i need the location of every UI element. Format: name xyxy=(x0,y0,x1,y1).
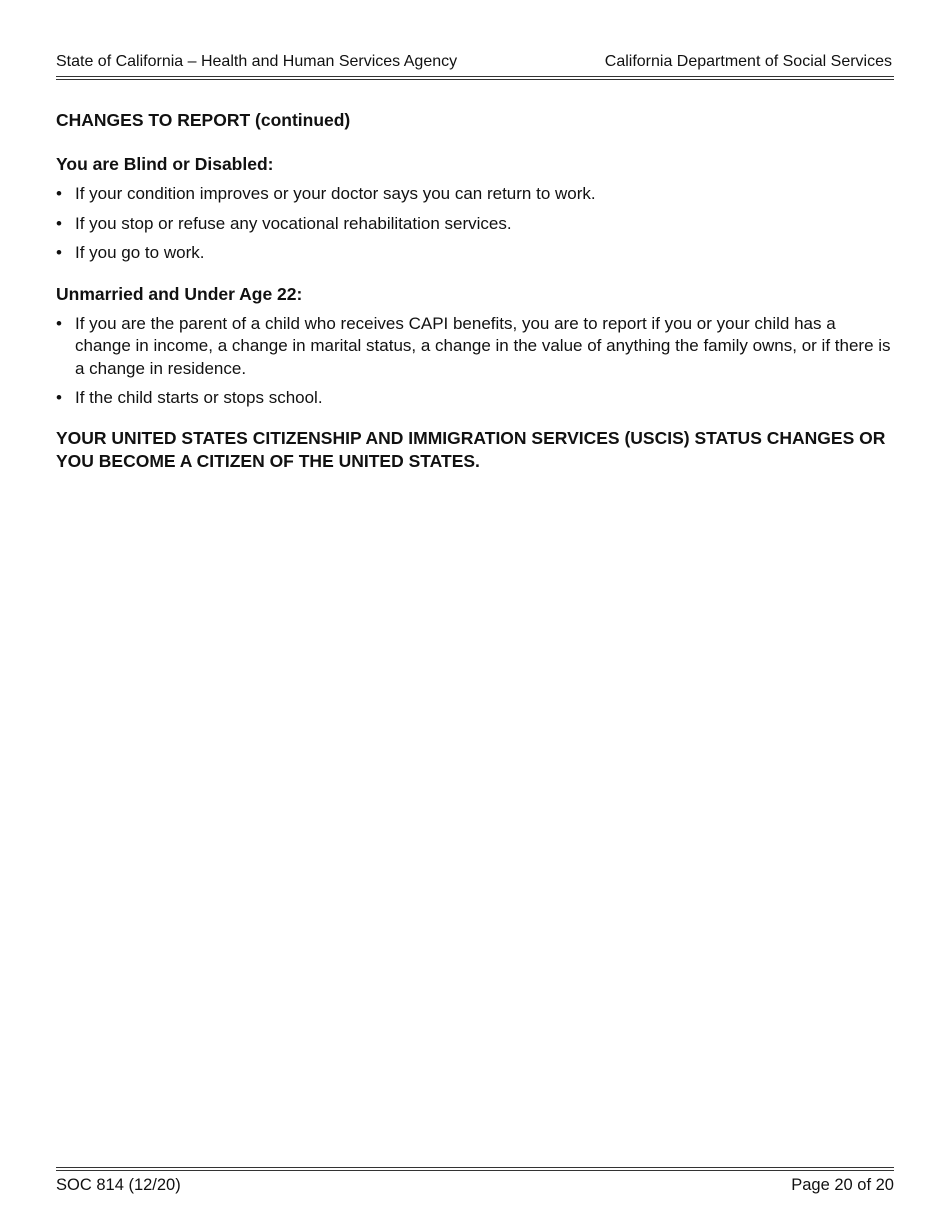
list-item xyxy=(56,213,894,236)
list-item-text: If you go to work. xyxy=(75,243,205,262)
bullet-icon: • xyxy=(56,213,62,233)
unmarried-heading: Unmarried and Under Age 22: xyxy=(56,283,303,304)
bullet-icon: • xyxy=(56,243,62,262)
page-footer xyxy=(56,1173,894,1197)
uscis-status-notice: YOUR UNITED STATES CITIZENSHIP AND IMMIGRATION SERVICES (USCIS) STATUS CHANGES OR YOU BECOME A CITIZEN OF THE UNITED STATES. xyxy=(56,427,886,471)
list-item xyxy=(56,183,894,206)
form-id: SOC 814 (12/20) xyxy=(56,1176,181,1194)
list-item-text: If the child starts or stops school. xyxy=(75,388,323,407)
list-item-text: If you are the parent of a child who receives CAPI benefits, you are to report if you or your child has a change in income, a change in marital status, a change in the value of anything the family owns, or if there is a change in residence. xyxy=(75,313,891,378)
page-content xyxy=(56,108,894,490)
footer-divider xyxy=(56,1167,894,1171)
list-item-text: If you stop or refuse any vocational rehabilitation services. xyxy=(75,213,512,233)
header-divider xyxy=(56,76,894,80)
bullet-icon: • xyxy=(56,184,62,203)
blind-disabled-section xyxy=(56,152,894,265)
list-item xyxy=(56,242,894,265)
list-item-text: If your condition improves or your doctor says you can return to work. xyxy=(75,184,596,203)
bullet-icon: • xyxy=(56,313,62,333)
list-item xyxy=(56,387,894,410)
list-item xyxy=(56,313,894,381)
header-agency: State of California – Health and Human Services Agency xyxy=(56,53,458,70)
page-number: Page 20 of 20 xyxy=(791,1176,894,1194)
blind-disabled-heading: You are Blind or Disabled: xyxy=(56,154,274,174)
bullet-icon: • xyxy=(56,388,62,407)
section-heading: CHANGES TO REPORT (continued) xyxy=(56,110,351,130)
unmarried-list xyxy=(56,313,894,410)
header-department: California Department of Social Services xyxy=(604,53,892,70)
blind-disabled-list xyxy=(56,183,894,265)
unmarried-section xyxy=(56,282,894,410)
page-header xyxy=(56,50,892,74)
